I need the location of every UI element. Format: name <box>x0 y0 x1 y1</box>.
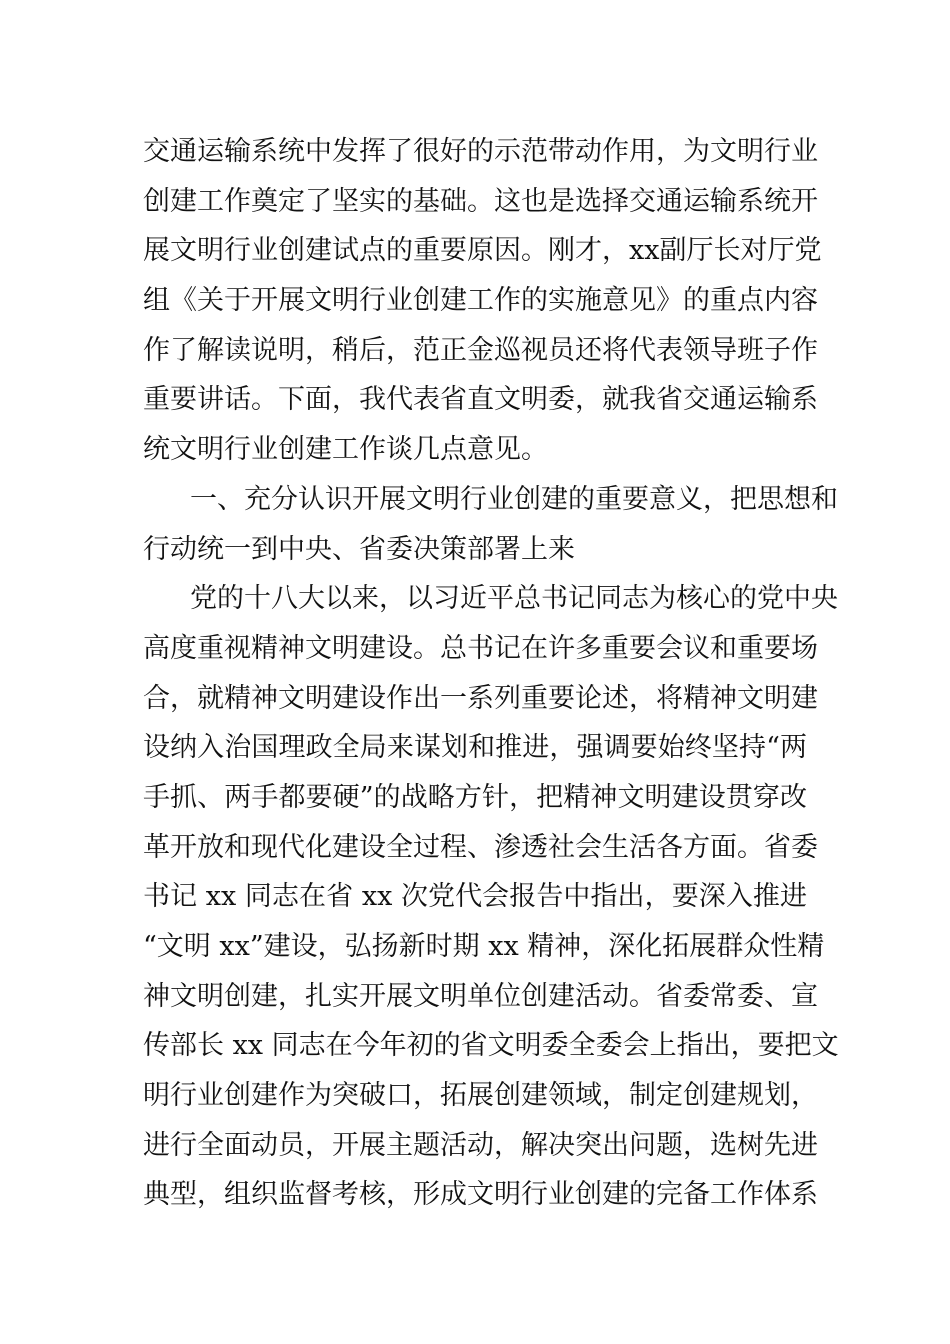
text-line: 进行全面动员，开展主题活动，解决突出问题，选树先进 <box>143 1129 818 1161</box>
text-line: 作了解读说明，稍后，范正金巡视员还将代表领导班子作 <box>143 334 818 366</box>
paragraph <box>143 127 822 475</box>
text-line: 展文明行业创建试点的重要原因。刚才，xx副厅长对厅党 <box>143 235 822 267</box>
text-line: 组《关于开展文明行业创建工作的实施意见》的重点内容 <box>143 285 818 317</box>
document-text-body <box>143 127 839 1220</box>
paragraph <box>143 574 839 1220</box>
text-line: 统文明行业创建工作谈几点意见。 <box>143 434 548 466</box>
text-line: 明行业创建作为突破口，拓展创建领域，制定创建规划， <box>143 1080 818 1112</box>
section-heading <box>143 475 838 574</box>
text-line: 手抓、两手都要硬”的战略方针，把精神文明建设贯穿改 <box>143 781 807 813</box>
text-line: 典型，组织监督考核，形成文明行业创建的完备工作体系 <box>143 1179 818 1211</box>
text-line: 传部长 xx 同志在今年初的省文明委全委会上指出，要把文 <box>143 1030 839 1062</box>
text-line: 神文明创建，扎实开展文明单位创建活动。省委常委、宣 <box>143 980 818 1012</box>
text-line: 革开放和现代化建设全过程、渗透社会生活各方面。省委 <box>143 831 818 863</box>
text-line: 交通运输系统中发挥了很好的示范带动作用，为文明行业 <box>143 136 818 167</box>
text-line: 重要讲话。下面，我代表省直文明委，就我省交通运输系 <box>143 384 818 416</box>
text-line: 一、充分认识开展文明行业创建的重要意义，把思想和 <box>190 483 838 515</box>
text-line: 行动统一到中央、省委决策部署上来 <box>143 533 575 565</box>
text-line: 高度重视精神文明建设。总书记在许多重要会议和重要场 <box>143 632 818 664</box>
text-line: 设纳入治国理政全局来谋划和推进，强调要始终坚持“两 <box>143 732 807 764</box>
text-line: 党的十八大以来，以习近平总书记同志为核心的党中央 <box>190 583 838 615</box>
text-line: “文明 xx”建设，弘扬新时期 xx 精神，深化拓展群众性精 <box>143 931 825 962</box>
text-line: 创建工作奠定了坚实的基础。这也是选择交通运输系统开 <box>143 185 818 217</box>
text-line: 书记 xx 同志在省 xx 次党代会报告中指出，要深入推进 <box>143 881 807 913</box>
text-line: 合，就精神文明建设作出一系列重要论述，将精神文明建 <box>143 682 818 714</box>
